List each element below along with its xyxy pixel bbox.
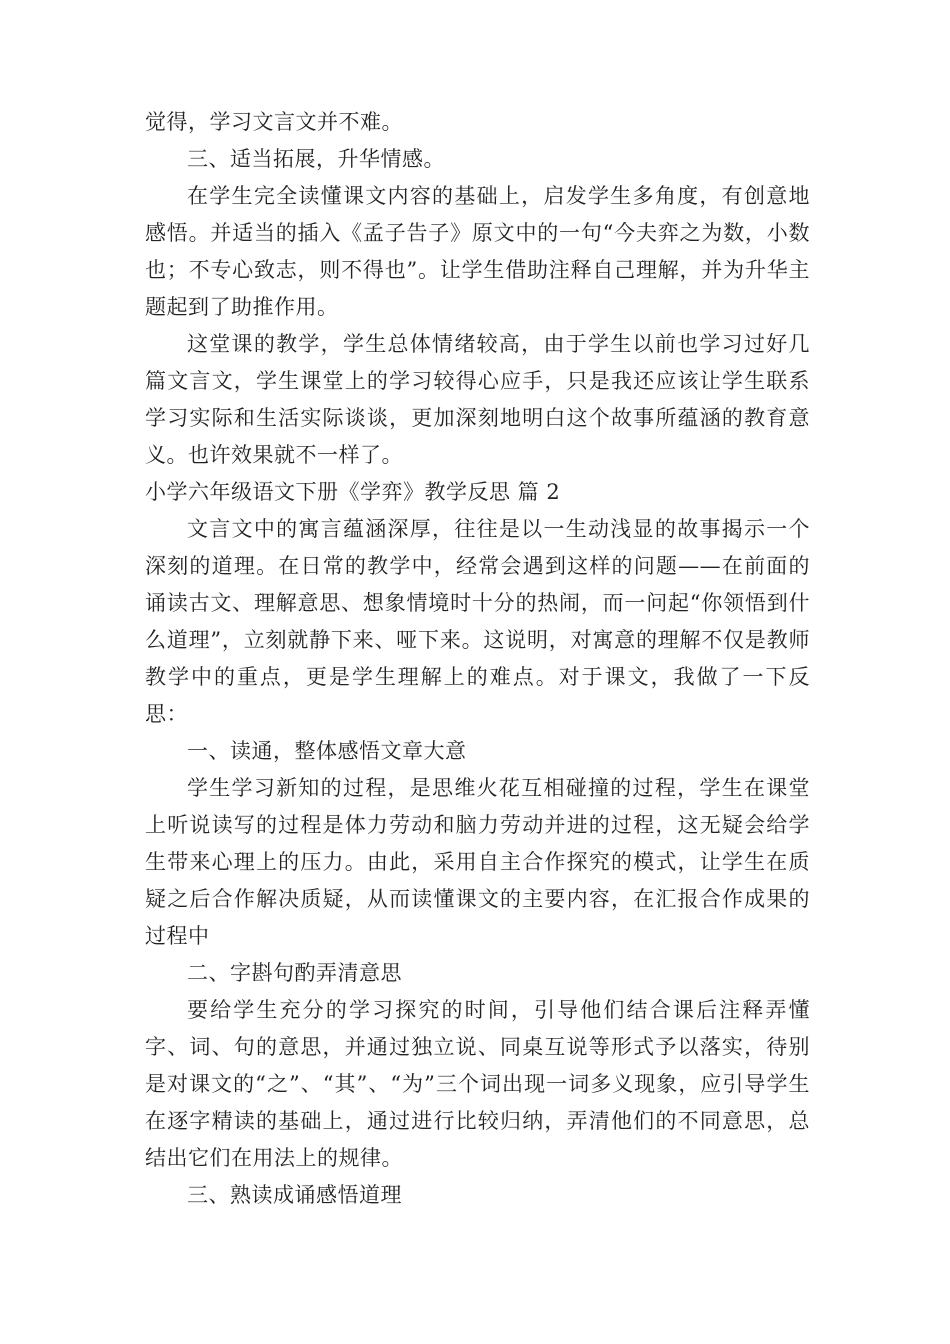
article-title: 小学六年级语文下册《学弈》教学反思 篇 2 <box>145 480 561 504</box>
paragraph-expand-body: 在学生完全读懂课文内容的基础上，启发学生多角度，有创意地感悟。并适当的插入《孟子告子》原文中的一句“今夫弈之为数，小数也；不专心致志，则不得也”。让学生借助注释自己理解，并为升华主题起到了助推作用。 <box>145 184 810 319</box>
paragraph-intro: 文言文中的寓言蕴涵深厚，往往是以一生动浅显的故事揭示一个深刻的道理。在日常的教学中，经常会遇到这样的问题——在前面的诵读古文、理解意思、想象情境时十分的热闹，而一问起“你领悟到什么道理”，立刻就静下来、哑下来。这说明，对寓意的理解不仅是教师教学中的重点，更是学生理解上的难点。对于课文，我做了一下反思： <box>145 517 810 726</box>
paragraph-continuation: 觉得，学习文言文并不难。 <box>145 110 403 134</box>
paragraph-read-through-body: 学生学习新知的过程，是思维火花互相碰撞的过程，学生在课堂上听说读写的过程是体力劳动和脑力劳动并进的过程，这无疑会给学生带来心理上的压力。由此，采用自主合作探究的模式，让学生在质疑之后合作解决质疑，从而读懂课文的主要内容，在汇报合作成果的过程中 <box>145 776 810 948</box>
section-heading-read-through: 一、读通，整体感悟文章大意 <box>187 739 467 763</box>
section-heading-word-meaning: 二、字斟句酌弄清意思 <box>187 961 402 985</box>
paragraph-summary: 这堂课的教学，学生总体情绪较高，由于学生以前也学习过好几篇文言文，学生课堂上的学习较得心应手，只是我还应该让学生联系学习实际和生活实际谈谈，更加深刻地明白这个故事所蕴涵的教育意义。也许效果就不一样了。 <box>145 332 810 467</box>
document-body <box>145 104 810 1214</box>
section-heading-expand: 三、适当拓展，升华情感。 <box>187 147 445 171</box>
paragraph-word-meaning-body: 要给学生充分的学习探究的时间，引导他们结合课后注释弄懂字、词、句的意思，并通过独立说、同桌互说等形式予以落实，待别是对课文的“之”、“其”、“为”三个词出现一词多义现象，应引导学生在逐字精读的基础上，通过进行比较归纳，弄清他们的不同意思，总结出它们在用法上的规律。 <box>145 998 810 1170</box>
section-heading-recite: 三、熟读成诵感悟道理 <box>187 1183 402 1207</box>
